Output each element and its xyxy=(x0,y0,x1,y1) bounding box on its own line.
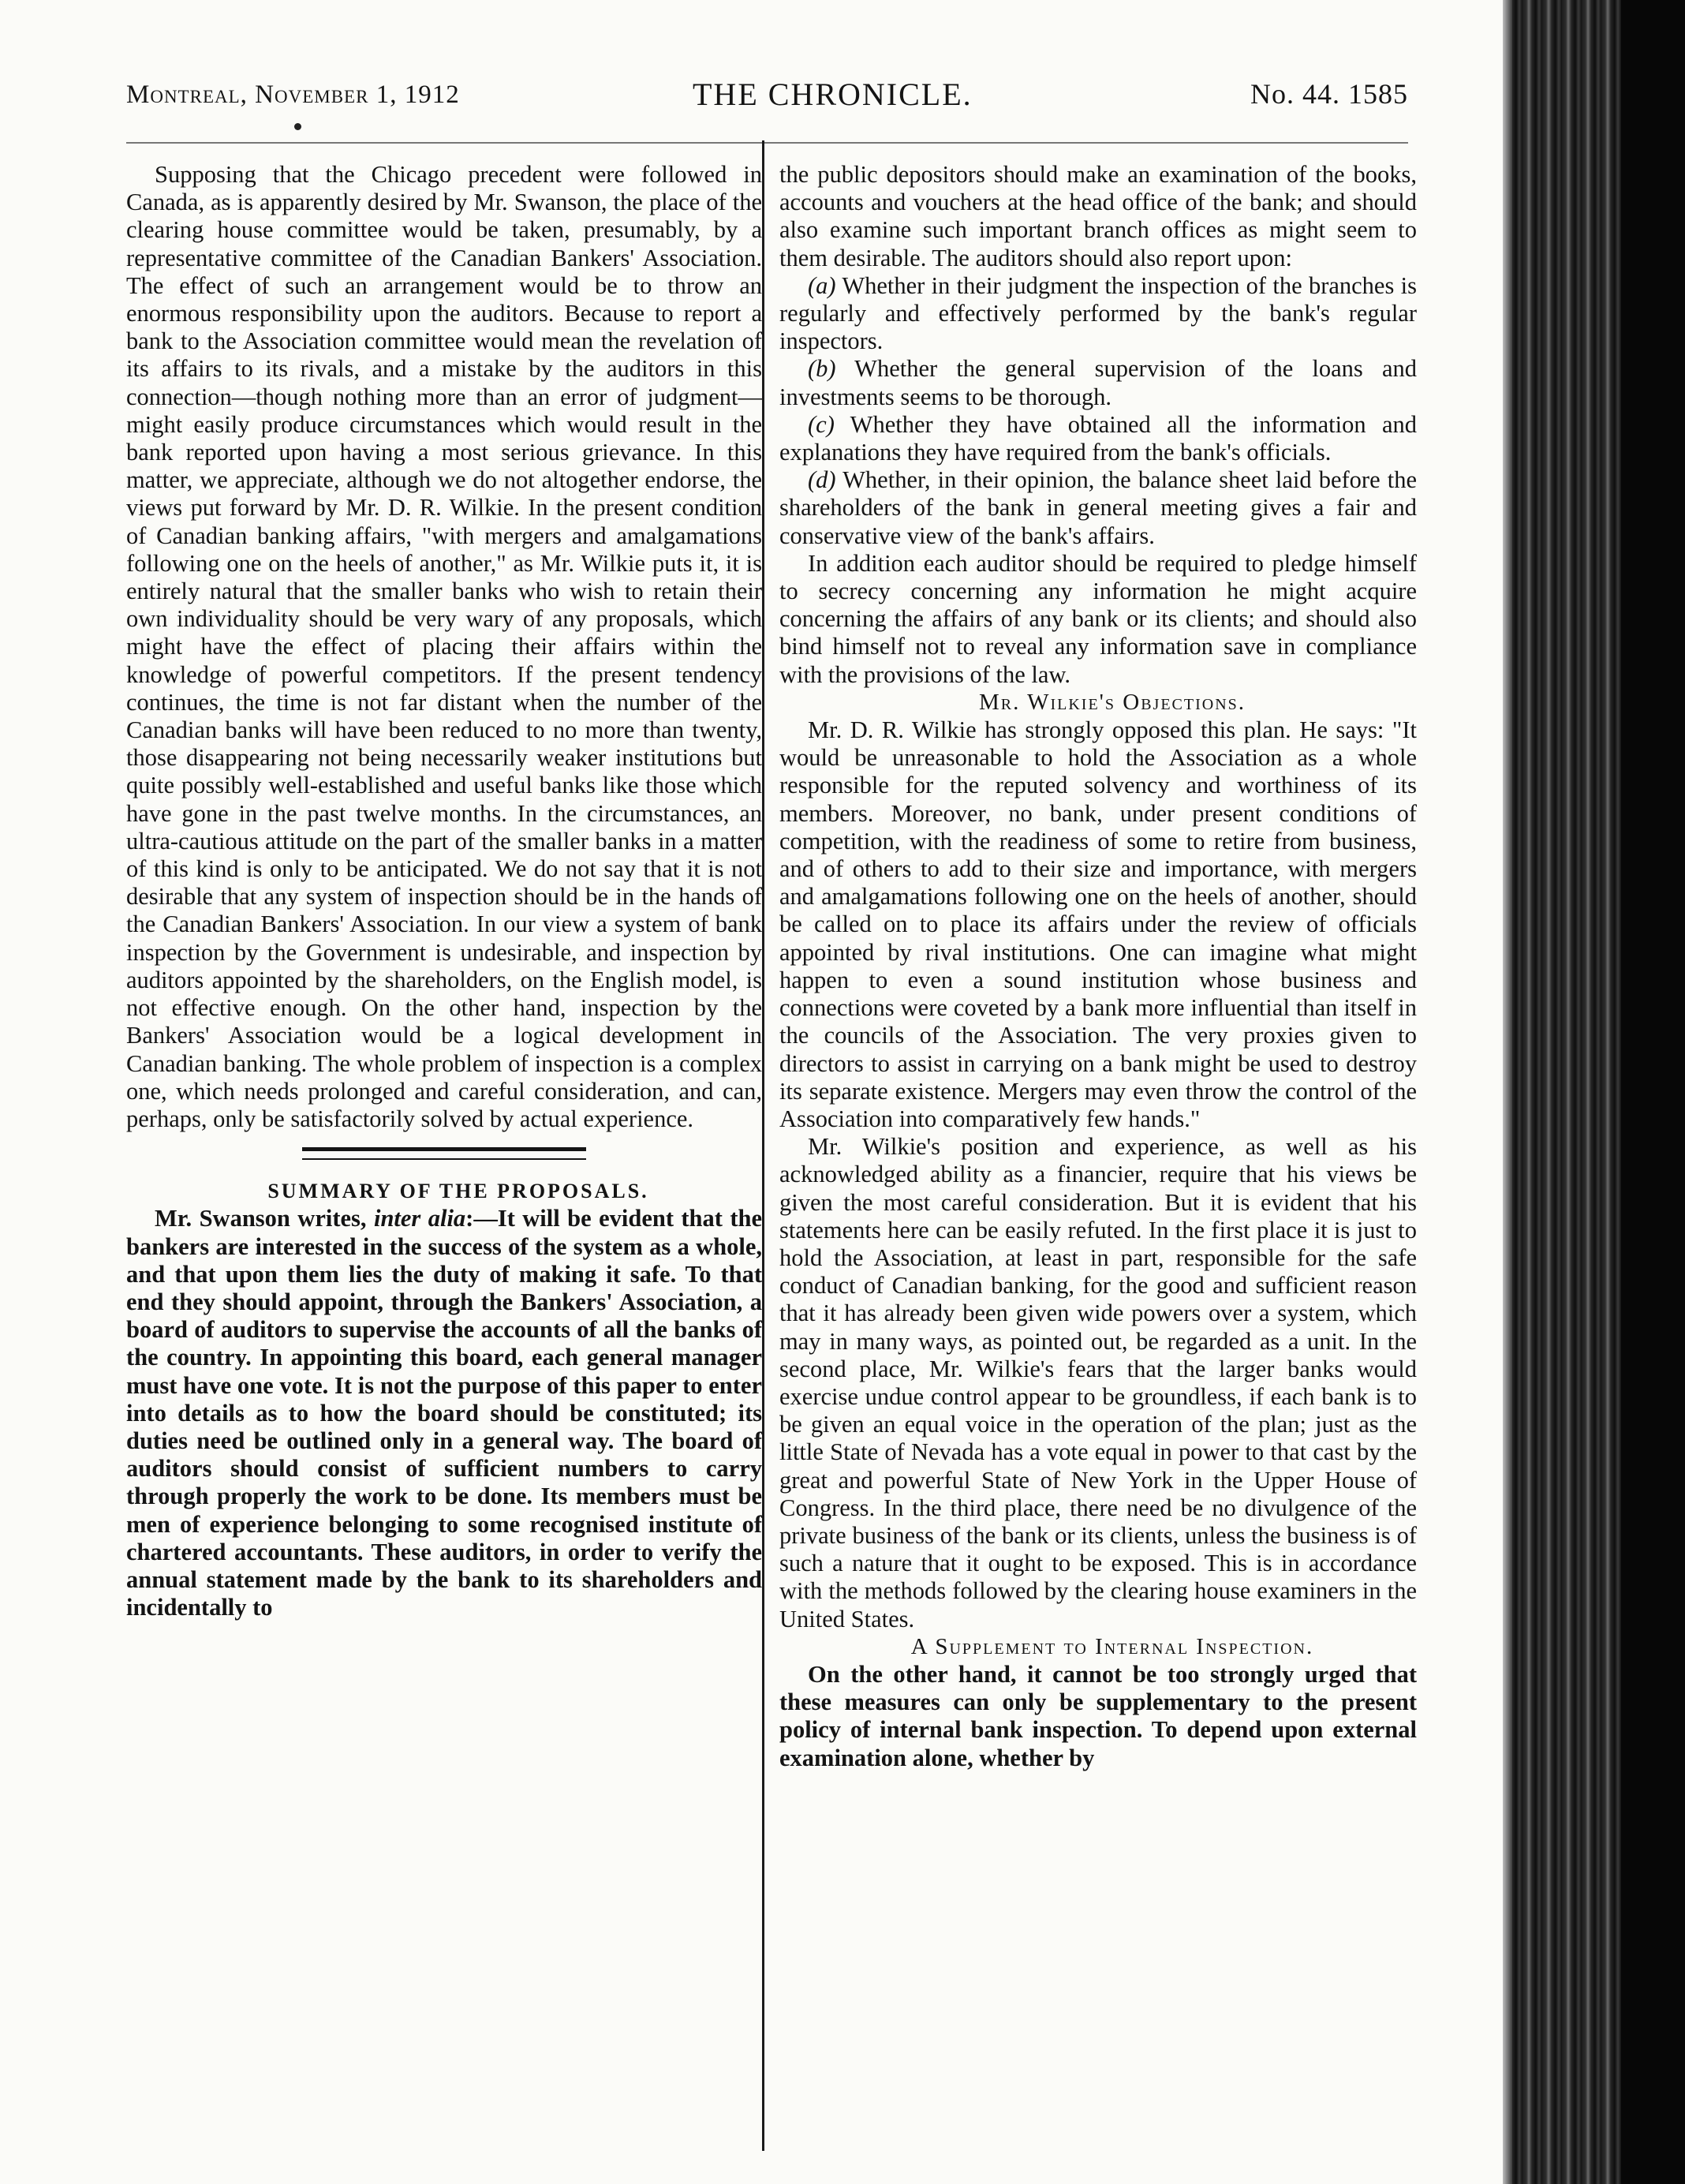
book-binding-edge xyxy=(1503,0,1685,2184)
summary-lead-text: Mr. Swanson writes, xyxy=(155,1205,367,1232)
list-label: (c) xyxy=(808,410,835,438)
list-item-b xyxy=(779,355,1417,410)
section-title: SUMMARY OF THE PROPOSALS. xyxy=(267,1180,649,1203)
summary-body-text: :—It will be evident that the bankers are interested in the success of the system as a whole, and that upon them lies the duty of making it safe. To that end they should appoint, through the Bankers' Association, a board of auditors to supervise the accounts of all the banks of the country. In appointing this board, each general manager must have one vote. It is not the purpose of this paper to enter into details as to how the board should be constituted; its duties need be outlined only in a general way. The board of auditors should consist of sufficient numbers to carry through properly the work to be done. Its members must be men of experience belonging to some recognised institute of chartered accountants. These auditors, in order to verify the annual statement made by the bank to its shareholders and incidentally to xyxy=(126,1205,763,1621)
article-paragraph: In addition each auditor should be required to pledge himself to secrecy concerning any information he might acquire concerning the affairs of any bank or its clients; and should also bind himself not to reveal any information save in compliance with the provisions of the law. xyxy=(779,549,1417,688)
article-paragraph: Mr. D. R. Wilkie has strongly opposed this plan. He says: "It would be unreasonable to hold the Association as a whole responsible for the reputed solvency and worthiness of its members. Moreover, no bank, under present conditions of competition, with the readiness of some to retire from business, and of others to add to their size and importance, with mergers and amalgamations following one on the heels of another, should be called on to place its affairs under the review of officials appointed by rival institutions. One can imagine what might happen to even a sound institution whose business and connections were coveted by a bank more influential than itself in the councils of the Association. The very proxies given to directors to assist in carrying on a bank might be used to destroy its separate existence. Mergers may even throw the control of the Association into comparatively few hands." xyxy=(779,716,1417,1132)
page-header xyxy=(126,73,1408,120)
subheading-supplement: A Supplement to Internal Inspection. xyxy=(910,1633,1314,1659)
list-label: (b) xyxy=(808,355,836,383)
article-paragraph: On the other hand, it cannot be too strongly urged that these measures can only be supplementary to the present policy of internal bank inspection. To depend upon external examination alone, whether by xyxy=(779,1660,1417,1771)
article-paragraph-summary xyxy=(126,1205,762,1621)
list-label: (d) xyxy=(808,466,836,494)
left-column xyxy=(126,161,762,1621)
list-label: (a) xyxy=(808,271,836,299)
list-text: Whether the general supervision of the loans and investments seems to be thorough. xyxy=(779,355,1417,410)
list-text: Whether in their judgment the inspection of the branches is regularly and effectively performed by the bank's regular inspectors. xyxy=(779,271,1417,355)
article-paragraph: Mr. Wilkie's position and experience, as well as his acknowledged ability as a financier, require that his views be given the most careful consideration. But it is evident that his statements here can be easily refuted. In the first place it is just to hold the Association, at least in part, responsible for the safe conduct of Canadian banking, for the good and sufficient reason that it has already been given wide powers over a system, which may in many ways, as pointed out, be regarded as a unit. In the second place, Mr. Wilkie's fears that the larger banks would exercise undue control appear to be groundless, if each bank is to be given an equal voice in the operation of the plan; just as the little State of Nevada has a vote equal in power to that cast by the great and powerful State of New York in the Upper House of Congress. In the third place, there need be no divulgence of the private business of the bank or its clients, unless the business is of such a nature that it ought to be exposed. This is in accordance with the methods followed by the clearing house examiners in the United States. xyxy=(779,1133,1417,1632)
header-issue-page-number: No. 44. 1585 xyxy=(1250,78,1408,110)
header-dot-mark xyxy=(294,123,301,130)
list-item-c xyxy=(779,411,1417,466)
section-double-rule xyxy=(302,1147,586,1160)
article-paragraph: the public depositors should make an examination of the books, accounts and vouchers at the head office of the bank; and should also examine such important branch offices as might seem to them desirable. The auditors should also report upon: xyxy=(779,161,1417,271)
subheading-wilkie-objections: Mr. Wilkie's Objections. xyxy=(978,689,1246,715)
right-column xyxy=(779,161,1417,1772)
header-rule xyxy=(126,142,1408,144)
column-divider xyxy=(762,140,764,2151)
list-text: Whether, in their opinion, the balance sheet laid before the shareholders of the bank in general meeting gives a fair and conservative view of the bank's affairs. xyxy=(779,466,1417,549)
header-date: Montreal, November 1, 1912 xyxy=(126,80,460,109)
list-text: Whether they have obtained all the information and explanations they have required from the bank's officials. xyxy=(779,410,1417,466)
summary-italic-phrase: inter alia xyxy=(373,1205,466,1232)
list-item-d xyxy=(779,466,1417,550)
article-paragraph: Supposing that the Chicago precedent were followed in Canada, as is apparently desired by Mr. Swanson, the place of the clearing house committee would be taken, presumably, by a representative committee of the Canadian Bankers' Association. The effect of such an arrangement would be to throw an enormous responsibility upon the auditors. Because to report a bank to the Association committee would mean the revelation of its affairs to its rivals, and a mistake by the auditors in this connection—though nothing more than an error of judgment—might easily produce circumstances which would result in the bank reported upon having a most serious grievance. In this matter, we appreciate, although we do not altogether endorse, the views put forward by Mr. D. R. Wilkie. In the present condition of Canadian banking affairs, "with mergers and amalgamations following one on the heels of another," as Mr. Wilkie puts it, it is entirely natural that the smaller banks who wish to retain their own individuality should be very wary of any proposals, which might have the effect of placing their affairs within the knowledge of powerful competitors. If the present tendency continues, the time is not far distant when the number of the Canadian banks will have been reduced to no more than twenty, those disappearing not being necessarily weaker institutions but quite possibly well-established and useful banks like those which have gone in the past twelve months. In the circumstances, an ultra-cautious attitude on the part of the smaller banks in a matter of this kind is only to be anticipated. We do not say that it is not desirable that any system of inspection should be in the hands of the Canadian Bankers' Association. In our view a system of bank inspection by the Government is undesirable, and inspection by auditors appointed by the shareholders, on the English model, is not effective enough. On the other hand, inspection by the Bankers' Association would be a logical development in Canadian banking. The whole problem of inspection is a complex one, which needs prolonged and careful consideration, and can, perhaps, only be satisfactorily solved by actual experience. xyxy=(126,161,762,1132)
header-publication-title: THE CHRONICLE. xyxy=(693,77,973,112)
list-item-a xyxy=(779,272,1417,356)
